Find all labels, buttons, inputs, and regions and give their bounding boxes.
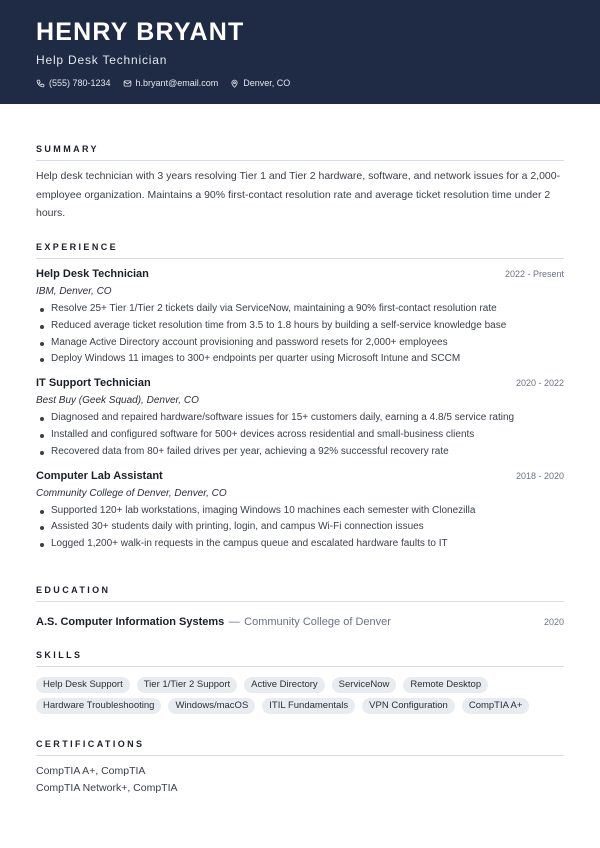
job-bullets [36, 410, 564, 460]
education-section [36, 584, 564, 630]
job-dates: 2018 - 2020 [515, 470, 564, 481]
job-title: Help Desk Technician [36, 268, 149, 280]
bullet-item: Assisted 30+ students daily with printing, login, and campus Wi-Fi connection issues [36, 519, 564, 536]
certification-item: CompTIA A+, CompTIA [36, 765, 146, 777]
skill-chip: Help Desk Support [36, 677, 130, 693]
job-company: Community College of Denver, Denver, CO [36, 487, 227, 499]
job-dates: 2022 - Present [504, 269, 564, 279]
education-year: 2020 [543, 617, 564, 627]
bullet-item: Deploy Windows 11 images to 300+ endpoints per quarter using Microsoft Intune and SCCM [36, 351, 564, 368]
education-degree: A.S. Computer Information Systems [36, 616, 225, 628]
skill-chip: Tier 1/Tier 2 Support [137, 677, 237, 693]
certifications-section [36, 738, 564, 797]
skill-chip: Windows/macOS [168, 698, 255, 714]
job-entry [36, 376, 564, 460]
mail-icon [123, 79, 132, 88]
summary-text: Help desk technician with 3 years resolving Tier 1 and Tier 2 hardware, software, and network issues for a 2,000-employee organization. Maintains a 90% first-contact resolution rate and average ticket resolution time under 2 hours. [36, 170, 561, 219]
bullet-item: Supported 120+ lab workstations, imaging Windows 10 machines each semester with Clonezilla [36, 503, 564, 520]
job-header [36, 376, 564, 390]
certification-item: CompTIA Network+, CompTIA [36, 782, 178, 794]
job-entry [36, 469, 564, 553]
skill-chip: CompTIA A+ [462, 698, 530, 714]
experience-section [36, 241, 564, 553]
section-title-certifications: CERTIFICATIONS [36, 738, 564, 756]
education-school: Community College of Denver [244, 616, 391, 628]
job-bullets [36, 301, 564, 368]
contact-row [36, 78, 564, 88]
bullet-item: Resolve 25+ Tier 1/Tier 2 tickets daily via ServiceNow, maintaining a 90% first-contact resolution rate [36, 301, 564, 318]
summary-section [36, 143, 564, 223]
education-separator: — [228, 616, 240, 628]
section-title-summary: SUMMARY [36, 143, 564, 161]
job-title: Computer Lab Assistant [36, 469, 163, 482]
location-pin-icon [230, 79, 239, 88]
skill-chip: ITIL Fundamentals [262, 698, 355, 714]
section-title-experience: EXPERIENCE [36, 241, 564, 259]
bullet-item: Reduced average ticket resolution time from 3.5 to 1.8 hours by building a self-service knowledge base [36, 318, 564, 335]
job-title: IT Support Technician [36, 377, 151, 390]
skills-list [36, 677, 536, 714]
phone-icon [36, 79, 45, 88]
job-dates: 2020 - 2022 [515, 378, 564, 389]
bullet-item: Manage Active Directory account provisioning and password resets for 2,000+ employees [36, 335, 564, 352]
contact-email [123, 78, 219, 88]
resume-header [0, 0, 600, 104]
job-bullets [36, 503, 564, 553]
bullet-item: Diagnosed and repaired hardware/software issues for 15+ customers daily, earning a 4.8/5 service rating [36, 410, 564, 427]
skill-chip: Hardware Troubleshooting [36, 698, 161, 714]
location-text: Denver, CO [243, 78, 291, 88]
job-header [36, 469, 564, 483]
skill-chip: Active Directory [244, 677, 325, 693]
skill-chip: ServiceNow [332, 677, 397, 693]
email-text: h.bryant@email.com [135, 78, 219, 88]
job-entry [36, 267, 564, 368]
bullet-item: Recovered data from 80+ failed drives per year, achieving a 92% successful recovery rate [36, 444, 564, 461]
bullet-item: Installed and configured software for 500+ devices across residential and small-business clients [36, 427, 564, 444]
section-title-education: EDUCATION [36, 584, 564, 602]
section-title-skills: SKILLS [36, 649, 564, 667]
bullet-item: Logged 1,200+ walk-in requests in the campus queue and escalated hardware faults to IT [36, 536, 564, 553]
skill-chip: VPN Configuration [362, 698, 455, 714]
candidate-role: Help Desk Technician [36, 53, 168, 67]
candidate-name: HENRY BRYANT [36, 18, 245, 46]
contact-phone [36, 78, 111, 88]
skill-chip: Remote Desktop [403, 677, 488, 693]
contact-location [230, 78, 290, 88]
certifications-list [36, 763, 564, 797]
job-company: IBM, Denver, CO [36, 286, 112, 297]
education-entry [36, 612, 564, 630]
skills-section [36, 649, 564, 714]
job-company: Best Buy (Geek Squad), Denver, CO [36, 395, 199, 407]
job-header [36, 267, 564, 281]
phone-text: (555) 780-1234 [49, 78, 111, 88]
education-line [36, 612, 391, 630]
